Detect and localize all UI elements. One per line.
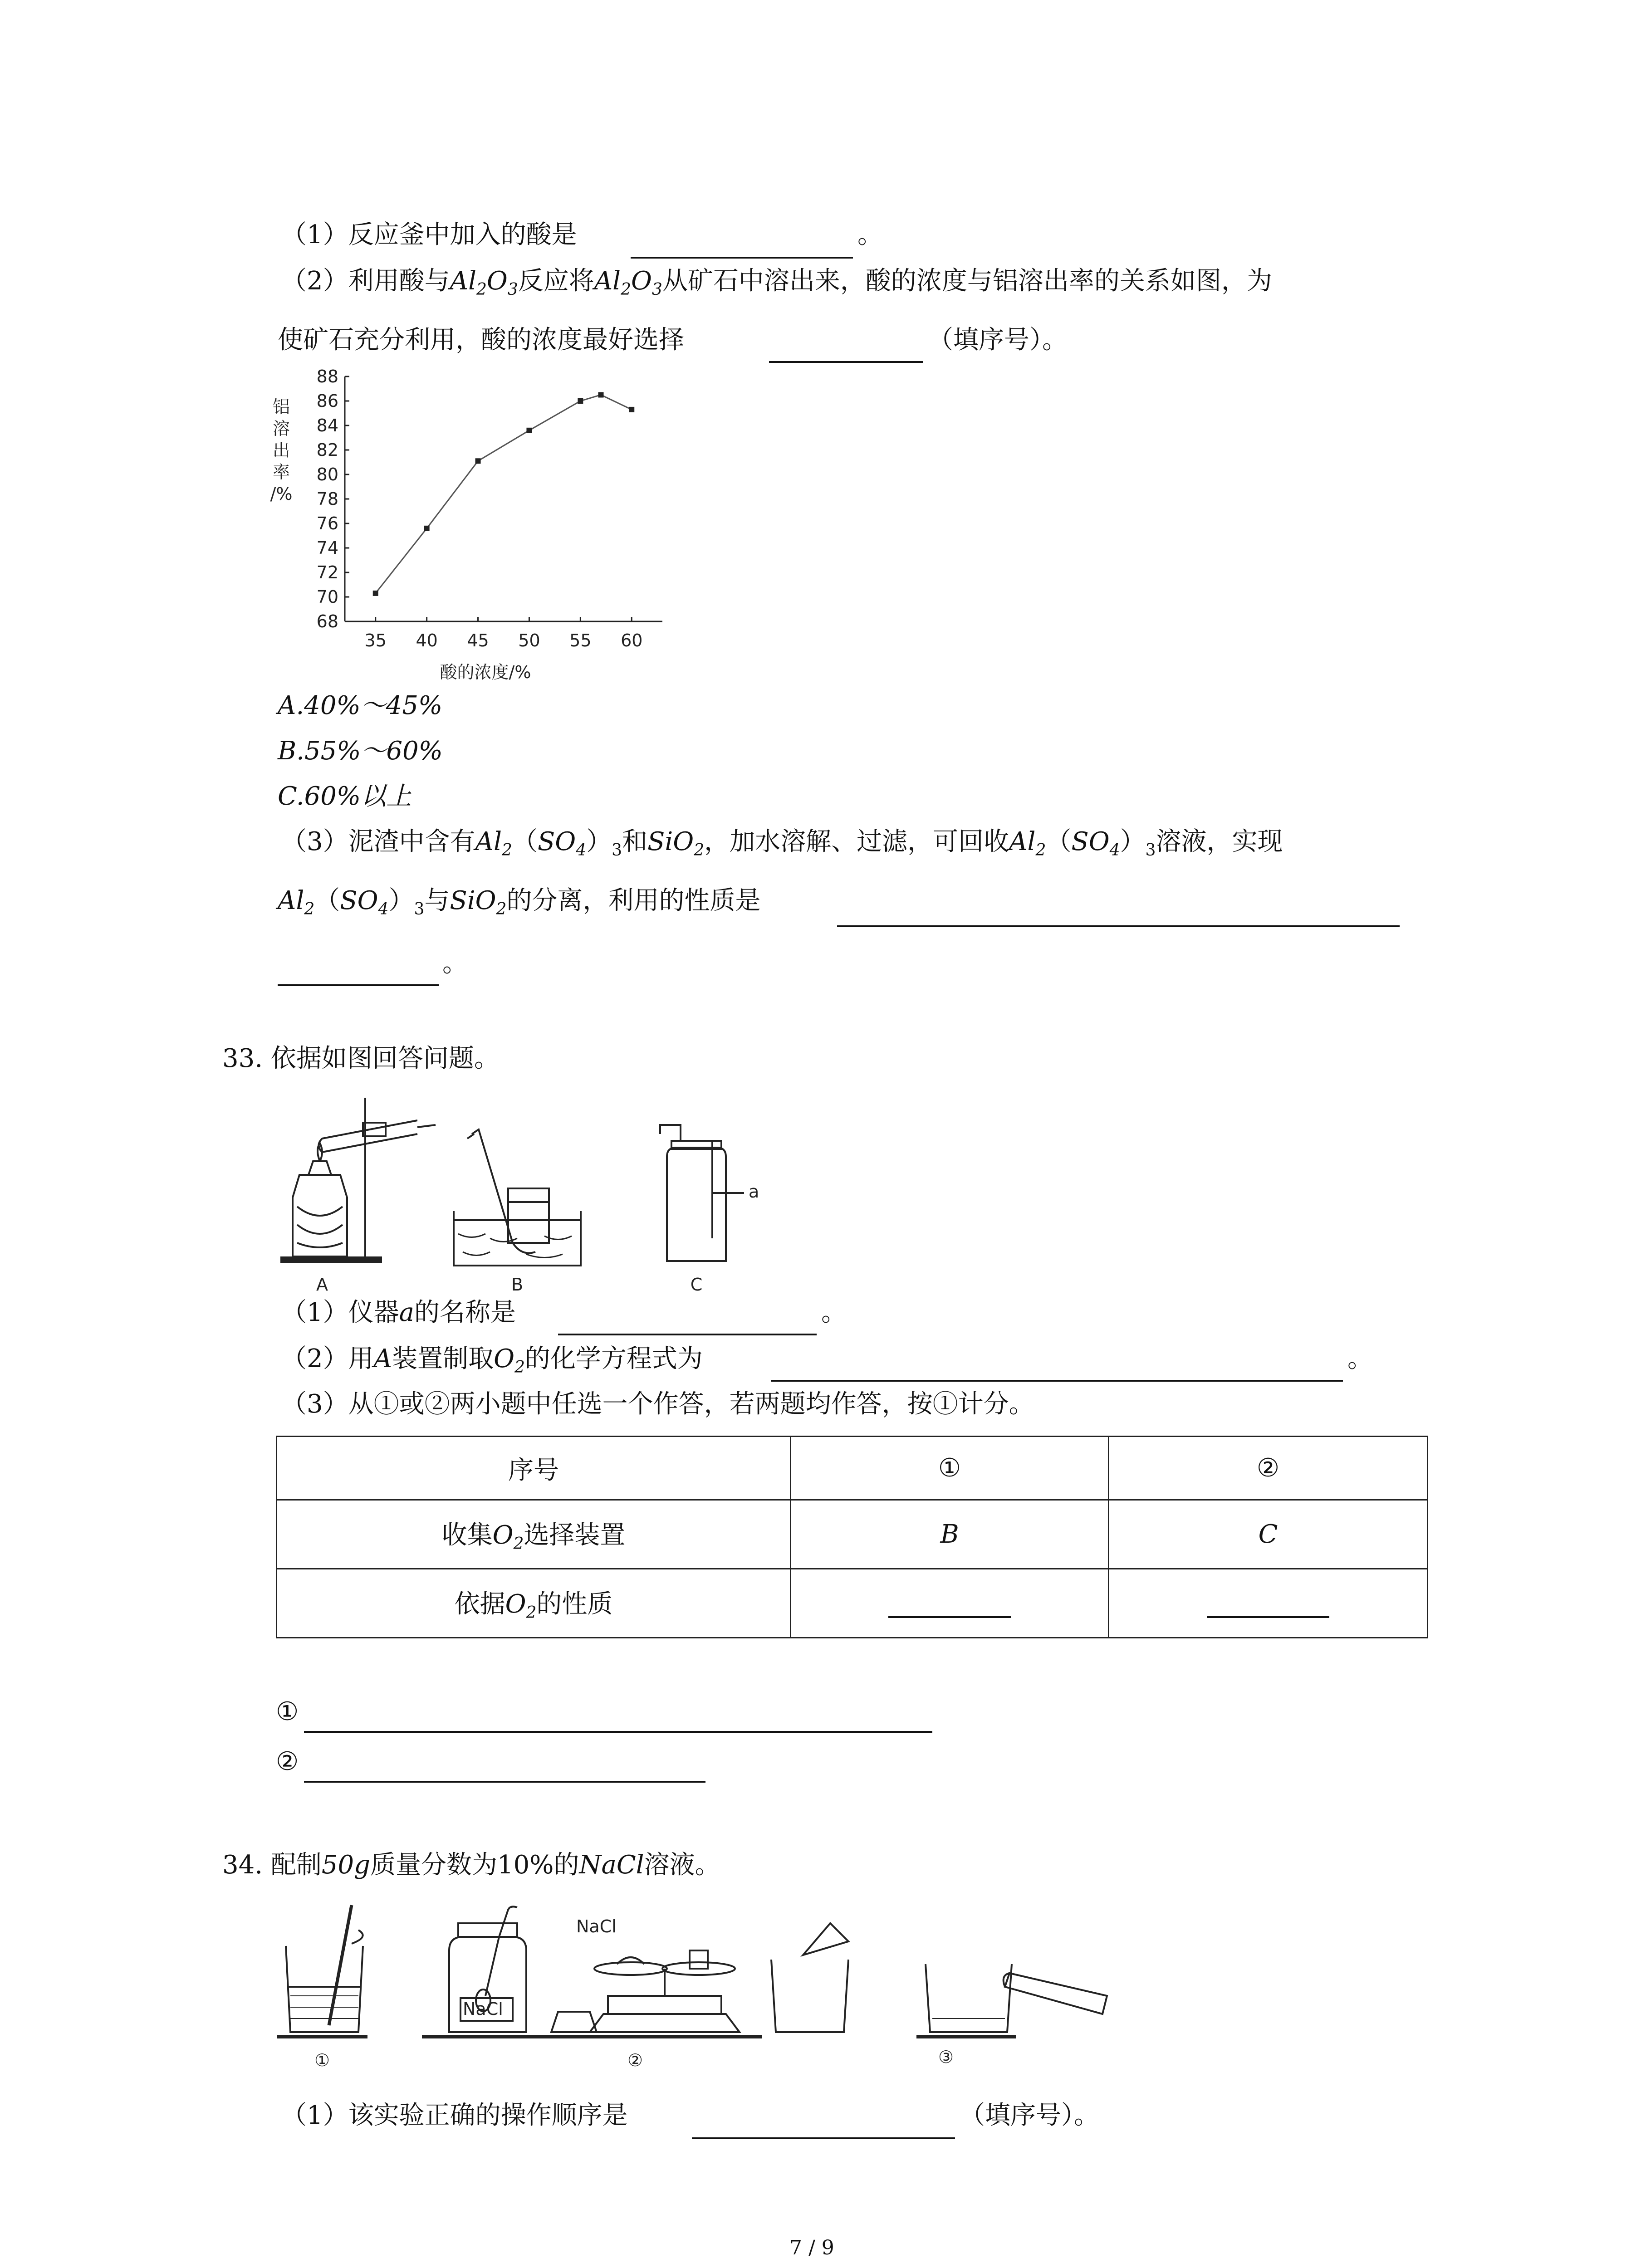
q33-part1: （1）仪器a的名称是 [281,1298,516,1327]
chart-x-tick-label: 45 [467,631,489,650]
chart-x-tick-label: 55 [569,631,592,650]
page-number: 7 / 9 [789,2236,834,2259]
chart-y-tick-label: 86 [316,391,338,411]
chart-series-line [376,395,632,593]
chart-y-label-char: 出 [272,440,290,460]
figure-nacl-label-top: NaCl [576,1916,617,1936]
q32-part2-line2-end: （填序号）。 [928,325,1068,355]
chart-data-point [373,591,378,596]
q33-answer1-label: ① [276,1697,299,1726]
chart-y-tick-label: 74 [316,538,338,558]
figure-label-instrument-a: a [749,1182,759,1202]
figure-label-c: C [690,1275,703,1295]
chart-y-tick-label: 70 [316,587,338,607]
figure-step-3: ③ [938,2047,954,2067]
chart-y-tick-label: 80 [316,464,338,484]
q33-part2: （2）用A装置制取$O_2$的化学方程式为 [281,1344,703,1377]
q33-title: 33. 依据如图回答问题。 [222,1044,500,1073]
q33-answer2-blank[interactable] [304,1781,705,1783]
chart-y-tick-label: 76 [316,513,338,533]
chart-data-point [526,428,532,433]
chart-data-point [578,398,583,404]
q32-option-a: A.40%～45% [278,691,443,720]
q34-part1: （1）该实验正确的操作顺序是 [281,2101,628,2130]
q32-part1: （1）反应釜中加入的酸是 [281,220,577,249]
chart-data-point [424,526,430,531]
q32-blank2[interactable] [769,361,923,363]
q33-part2-end: 。 [1347,1344,1373,1374]
table-cell-blank1[interactable] [791,1569,1109,1638]
chart-data-point [475,458,481,464]
table-header-index: 序号 [277,1437,791,1500]
figure-step-1: ① [314,2050,330,2070]
q33-part3: （3）从①或②两小题中任选一个作答，若两题均作答，按①计分。 [281,1389,1034,1419]
chart-x-tick-label: 40 [416,631,438,650]
figure-label-a: A [316,1275,328,1295]
q33-blank1[interactable] [558,1334,817,1335]
chart-y-tick-label: 88 [316,367,338,386]
chart-y-tick-label: 68 [316,611,338,631]
chart-x-tick-label: 35 [364,631,387,650]
aluminum-dissolution-chart [254,367,699,694]
q33-answer2-label: ② [276,1747,299,1776]
chart-y-label-char: 率 [272,462,290,482]
chart-y-label-char: 铝 [272,397,290,417]
figure-label-b: B [511,1275,524,1295]
chart-x-tick-label: 60 [621,631,643,650]
q32-part2-line2: 使矿石充分利用，酸的浓度最好选择 [278,325,684,355]
table-row2-label: 依据$O_2$的性质 [277,1569,791,1638]
q32-option-b: B.55%～60% [278,736,443,766]
chart-y-label-char: 溶 [272,419,290,439]
chart-y-tick-label: 84 [316,415,338,435]
figure-nacl-label-bottle: NaCl [463,1999,503,2019]
table-header-2: ② [1109,1437,1428,1500]
table-header-1: ① [791,1437,1109,1500]
q34-procedure-figure [272,1896,1116,2087]
chart-data-point [629,407,634,412]
q33-blank2[interactable] [771,1380,1343,1382]
chart-y-tick-label: 78 [316,489,338,509]
q34-blank1[interactable] [692,2137,955,2139]
table-cell-c: C [1109,1500,1428,1569]
chart-x-tick-label: 50 [518,631,540,650]
q32-part1-end: 。 [857,220,883,249]
table-cell-b: B [791,1500,1109,1569]
q34-title: 34. 配制50g质量分数为10%的NaCl溶液。 [222,1850,720,1880]
q33-table [276,1436,1428,1638]
q32-part3-line1: （3）泥渣中含有$Al_2(SO_4)_3$和SiO$_2$，加水溶解、过滤，可回收$Al_2(SO_4)_3$溶液，实现 [281,827,1283,860]
q33-answer1-blank[interactable] [304,1731,932,1733]
q32-blank1[interactable] [631,257,853,259]
table-cell-blank2[interactable] [1109,1569,1428,1638]
q32-option-c: C.60%以上 [278,782,412,811]
chart-data-point [598,392,604,398]
chart-x-label: 酸的浓度/% [440,662,531,682]
q32-part2-line1: （2）利用酸与$Al_2O_3$反应将$Al_2O_3$从矿石中溶出来，酸的浓度与铝溶出率的关系如图，为 [281,266,1272,299]
q32-blank3a[interactable] [837,925,1400,927]
chart-y-label-char: /% [270,484,293,504]
q33-part1-end: 。 [821,1298,847,1327]
q32-blank3b[interactable] [278,984,439,986]
figure-step-2: ② [627,2050,643,2070]
table-row1-label: 收集$O_2$选择装置 [277,1500,791,1569]
q32-part3-end: 。 [442,948,468,978]
q34-part1-end: （填序号）。 [960,2101,1099,2130]
chart-y-tick-label: 72 [316,562,338,582]
q33-apparatus-figure [272,1089,808,1297]
q32-part3-line2: $Al_2(SO_4)_3$与SiO$_2$的分离，利用的性质是 [278,886,761,919]
chart-y-tick-label: 82 [316,440,338,460]
